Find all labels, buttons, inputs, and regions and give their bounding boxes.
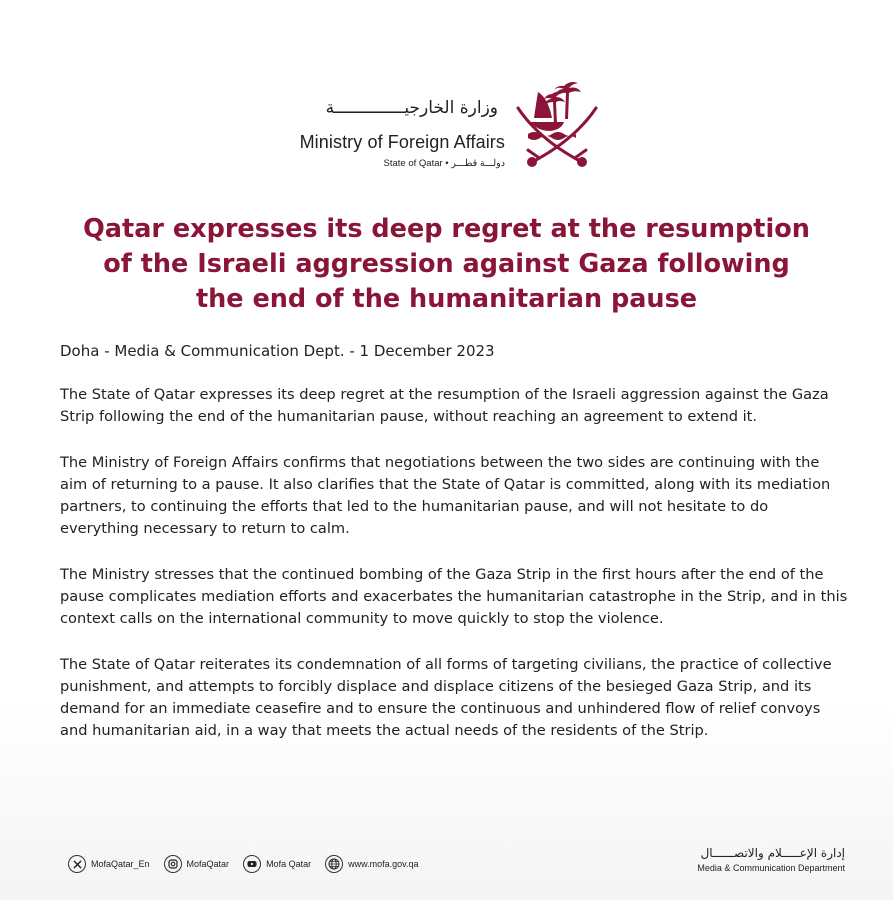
paragraph-4 — [60, 654, 860, 742]
paragraph-line: demand for an immediate ceasefire and to ensure the continuous and unhindered flow of relief convoys — [60, 700, 821, 717]
department-english-name: Media & Communication Department — [697, 863, 845, 873]
headline-line: Qatar expresses its deep regret at the resumption — [83, 214, 810, 244]
x-handle: MofaQatar_En — [91, 859, 150, 869]
paragraph-line: and humanitarian aid, in a way that meets the actual needs of the residents of the Strip. — [60, 722, 709, 739]
paragraph-2 — [60, 452, 860, 540]
x-logo-icon — [68, 855, 86, 873]
youtube-handle: Mofa Qatar — [266, 859, 312, 869]
paragraph-line: context calls on the international community to move quickly to stop the violence. — [60, 610, 664, 627]
qatar-emblem-icon — [512, 78, 602, 174]
paragraph-line: The State of Qatar reiterates its condemnation of all forms of targeting civilians, the practice of collective — [60, 656, 832, 673]
globe-icon — [325, 855, 343, 873]
paragraph-line: Strip following the end of the humanitarian pause, without reaching an agreement to extend it. — [60, 408, 758, 425]
headline — [40, 212, 853, 317]
ministry-arabic-name: وزارة الخارجيــــــــــــــة — [325, 98, 498, 118]
headline-line: of the Israeli aggression against Gaza following — [103, 249, 790, 279]
paragraph-3 — [60, 564, 860, 630]
media-department-signature — [645, 846, 845, 873]
social-footer — [68, 850, 418, 878]
dateline: Doha - Media & Communication Dept. - 1 December 2023 — [60, 342, 495, 360]
paragraph-line: The State of Qatar expresses its deep regret at the resumption of the Israeli aggression against the Gaza — [60, 386, 829, 403]
paragraph-line: pause complicates mediation efforts and exacerbates the humanitarian catastrophe in the Strip, and in this — [60, 588, 848, 605]
website-url: www.mofa.gov.qa — [348, 859, 419, 869]
ministry-english-name: Ministry of Foreign Affairs — [299, 132, 505, 152]
instagram-social-link[interactable] — [164, 855, 230, 873]
paragraph-line: punishment, and attempts to forcibly displace and displace citizens of the besieged Gaza Strip, and its — [60, 678, 812, 695]
paragraph-line: everything necessary to return to calm. — [60, 520, 350, 537]
youtube-social-link[interactable] — [243, 855, 311, 873]
instagram-icon — [164, 855, 182, 873]
youtube-icon — [243, 855, 261, 873]
ministry-header — [290, 78, 610, 178]
website-link[interactable] — [325, 855, 418, 873]
paragraph-line: aim of returning to a pause. It also clarifies that the State of Qatar is committed, along with its mediation — [60, 476, 831, 493]
headline-line: the end of the humanitarian pause — [195, 284, 698, 314]
paragraph-line: The Ministry of Foreign Affairs confirms that negotiations between the two sides are continuing with the — [60, 454, 820, 471]
paragraph-1 — [60, 384, 860, 428]
state-of-qatar-label: State of Qatar • دولـــة قطـــر — [383, 158, 505, 169]
paragraph-line: The Ministry stresses that the continued bombing of the Gaza Strip in the first hours after the end of the — [60, 566, 824, 583]
paragraph-line: partners, to continuing the efforts that led to the humanitarian pause, and will not hesitate to do — [60, 498, 769, 515]
instagram-handle: MofaQatar — [186, 859, 230, 869]
department-arabic-name: إدارة الإعـــــلام والاتصــــــال — [700, 846, 845, 860]
x-social-link[interactable] — [68, 855, 150, 873]
